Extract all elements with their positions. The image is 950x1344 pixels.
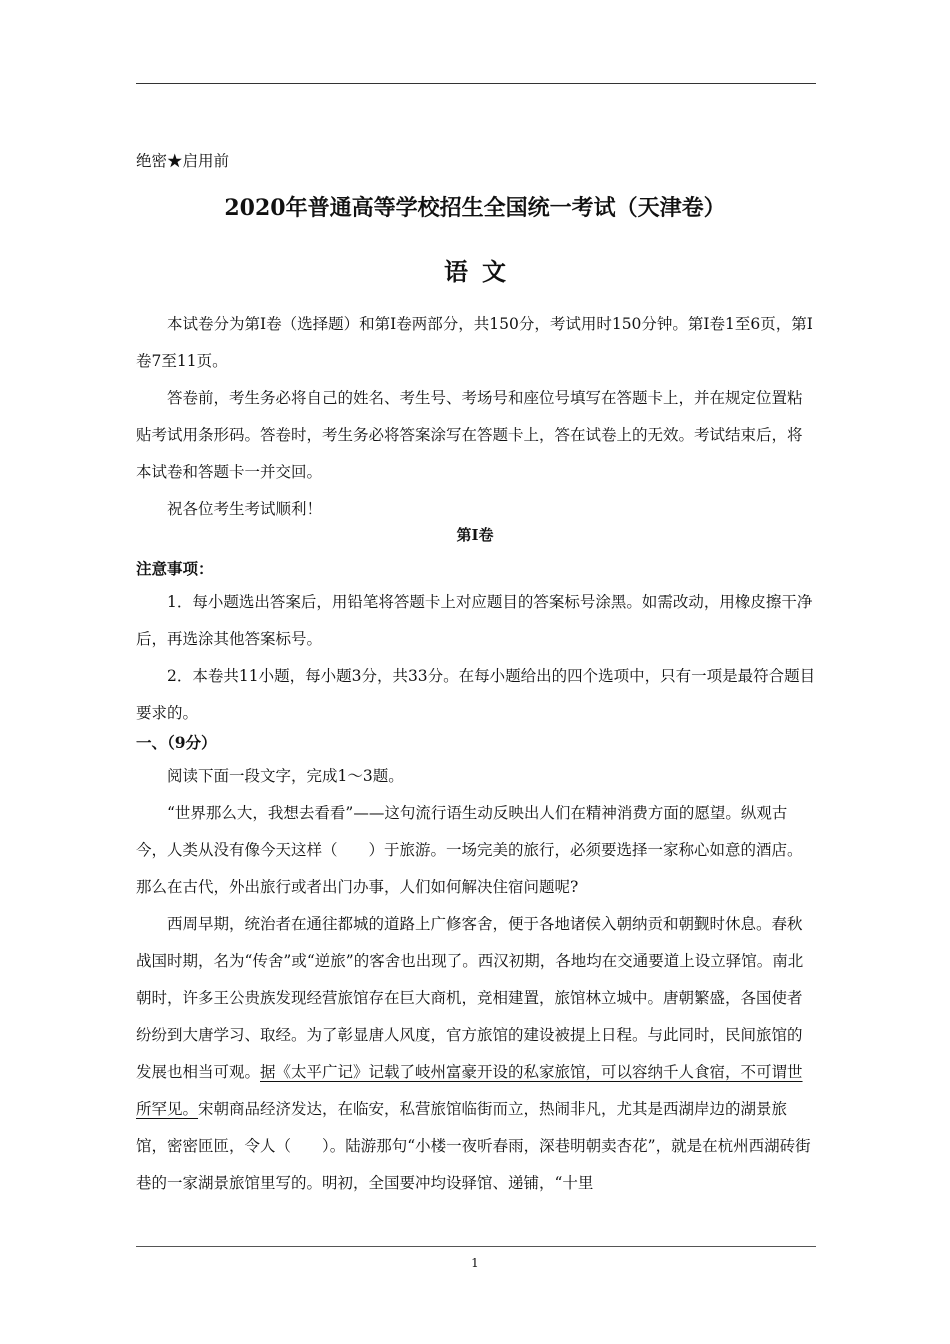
- reading-instruction: 阅读下面一段文字，完成1～3题。: [167, 767, 404, 785]
- note-1: 1．每小题选出答案后，用铅笔将答题卡上对应题目的答案标号涂黑。如需改动，用橡皮擦干净后，再选涂其他答案标号。: [136, 593, 813, 648]
- section-heading: 一、（9分）: [136, 733, 217, 752]
- passage-paragraph-2: [136, 906, 816, 1202]
- notes-block: [136, 556, 816, 582]
- notes-list: [136, 584, 816, 732]
- subject-title: 语文: [444, 257, 520, 286]
- intro-paragraph-1: 本试卷分为第I卷（选择题）和第I卷两部分，共150分，考试用时150分钟。第I卷1至6页，第I卷7至11页。: [136, 315, 813, 370]
- exam-title: 2020年普通高等学校招生全国统一考试（天津卷）: [224, 195, 726, 221]
- intro-paragraph-2: 答卷前，考生务必将自己的姓名、考生号、考场号和座位号填写在答题卡上，并在规定位置粘贴考试用条形码。答卷时，考生务必将答案涂写在答题卡上，答在试卷上的无效。考试结束后，将本试卷和答题卡一并交回。: [136, 389, 803, 481]
- volume-label: 第I卷: [456, 526, 494, 544]
- page-number: 1: [471, 1256, 479, 1270]
- footer-rule: [136, 1246, 816, 1247]
- secret-label: 绝密★启用前: [136, 152, 230, 170]
- passage-paragraph-1: “世界那么大，我想去看看”——这句流行语生动反映出人们在精神消费方面的愿望。纵观古今，人类从没有像今天这样（ ）于旅游。一场完美的旅行，必须要选择一家称心如意的酒店。那么在古代，外出旅行或者出门办事，人们如何解决住宿问题呢?: [136, 804, 803, 896]
- header-rule: [136, 83, 816, 84]
- intro-block: [136, 306, 816, 528]
- underlined-sentence: 据《太平广记》记载了岐州富豪开设的私家旅馆，可以容纳千人食宿，不可谓世所罕见。: [136, 1063, 803, 1118]
- passage-text-before: 西周早期，统治者在通往都城的道路上广修客舍，便于各地诸侯入朝纳贡和朝觐时休息。春秋战国时期，名为“传舍”或“逆旅”的客舍也出现了。西汉初期，各地均在交通要道上设立驿馆。南北朝时，许多王公贵族发现经营旅馆存在巨大商机，竞相建置，旅馆林立城中。唐朝繁盛，各国使者纷纷到大唐学习、取经。为了彰显唐人风度，官方旅馆的建设被提上日程。与此同时，民间旅馆的发展也相当可观。: [136, 915, 804, 1081]
- notes-heading: 注意事项：: [136, 559, 214, 578]
- note-2: 2．本卷共11小题，每小题3分，共33分。在每小题给出的四个选项中，只有一项是最符合题目要求的。: [136, 667, 816, 722]
- intro-paragraph-3: 祝各位考生考试顺利！: [167, 500, 323, 518]
- passage-text-after: 宋朝商品经济发达，在临安，私营旅馆临街而立，热闹非凡，尤其是西湖岸边的湖景旅馆，密密匝匝，令人（ ）。陆游那句“小楼一夜听春雨，深巷明朝卖杏花”，就是在杭州西湖砖街巷的一家湖景旅馆里写的。明初，全国要冲均设驿馆、递铺，“十里: [136, 1100, 811, 1192]
- section-1: [136, 728, 816, 1202]
